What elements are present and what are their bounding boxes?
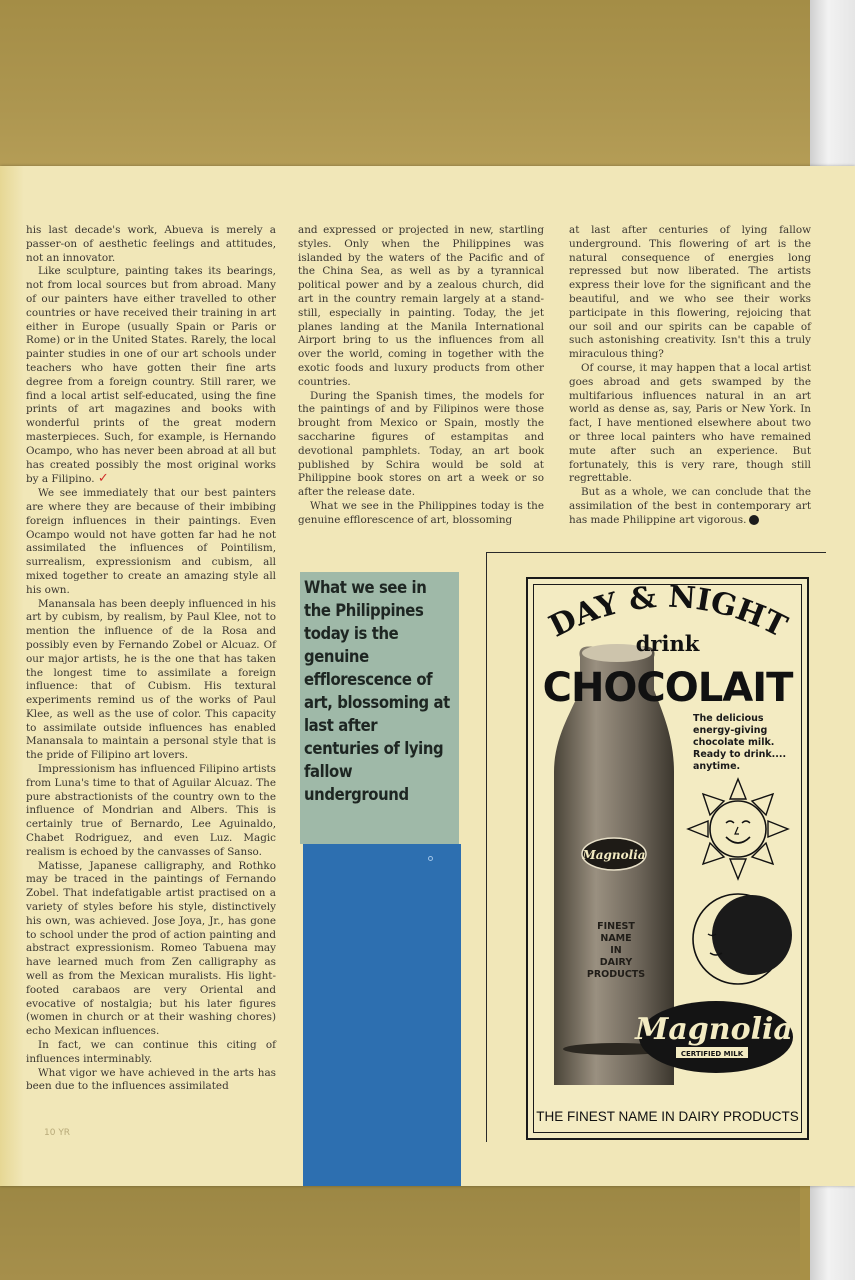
pull-quote-box bbox=[300, 572, 459, 844]
paragraph: and expressed or projected in new, startling styles. Only when the Philippines was islanded by the waters of the Pacific and of the China Sea, as well as by a tyrannical political power and by a zealous church, did art in the country remain largely at a stand-still, especially in painting. Today, the jet planes landing at the Manila International Airport bring to us the influences from all over the world, coming in together with the exotic foods and luxury products from other countries. bbox=[298, 224, 544, 388]
paragraph: Like sculpture, painting takes its bearings, not from local sources but from abroad. Many of our painters have either travelled to other countries or have received their training in art either in Europe (usually Spain or Paris or Rome) or in the United States. Rarely, the local painter studies in one of our art schools under teachers who have gotten their fine arts degree from a foreign country. Still rarer, we find a local artist self-educated, using the fine prints of art magazines and books with wonderful prints of the great modern masterpieces. Such, for example, is Hernando Ocampo, who has never been abroad at all but has created possibly the most original works by a Filipino. ✓ bbox=[26, 265, 276, 487]
article-column-1 bbox=[26, 224, 276, 1094]
end-mark-icon bbox=[749, 515, 759, 525]
paragraph: We see immediately that our best painters are where they are because of their imbibing foreign influences in their paintings. Even Ocampo would not have gotten far had he not assimilated the influences of Pointilism, surrealism, expressionism and cubism, all mixed together to create an amazing style all his own. bbox=[26, 487, 276, 596]
backing-board-bottom bbox=[0, 1183, 800, 1280]
svg-text:IN: IN bbox=[610, 945, 622, 956]
ad-rule bbox=[486, 552, 487, 1142]
milk-bottle-icon bbox=[554, 644, 679, 1138]
svg-text:DAIRY: DAIRY bbox=[599, 957, 633, 968]
paragraph: at last after centuries of lying fallow underground. This flowering of art is the natural consequence of energies long repressed but now liberated. The artists express their love for the significant and the beautiful, and we who see their works participate in this flowering, rejoicing that our soil and our spirits can be capable of such astonishing creativity. Isn't this a truly miraculous thing? bbox=[569, 224, 811, 361]
svg-text:Magnolia: Magnolia bbox=[582, 848, 646, 862]
newspaper-page bbox=[0, 166, 855, 1186]
svg-text:NAME: NAME bbox=[600, 933, 632, 944]
paragraph: Manansala has been deeply influenced in his art by cubism, by realism, by Paul Klee, not to mention the influence of de la Rosa and possibly even by Fernando Zobel or Alcuaz. Of our major artists, he is the one that has taken the longest time to assimilate a foreign influence: that of Cubism. His textural experiments remind us of the works of Paul Klee, as well as the use of color. This capacity to assimilate outside influences has enabled Manansala to maintain a personal style that is the pride of Filipino art lovers. bbox=[26, 597, 276, 762]
dot-mark bbox=[428, 856, 433, 861]
moon-icon bbox=[693, 894, 792, 984]
svg-text:CERTIFIED MILK: CERTIFIED MILK bbox=[680, 1050, 744, 1058]
paragraph: Impressionism has influenced Filipino artists from Luna's time to that of Aguilar Alcuaz. The pure abstractionists of the country own to the influence of Mondrian and Albers. This is certainly true of Bernardo, Lee Aguinaldo, Chabet Rodriguez, and even Luz. Magic realism is echoed by the canvasses of Sanso. bbox=[26, 763, 276, 858]
paragraph: Of course, it may happen that a local artist goes abroad and gets swamped by the multifarious influences natural in an art world as dense as, say, Paris or New York. In fact, I have mentioned elsewhere about two or three local painters who have remained mute after such an experience. But fortunately, this is very rare, though still regrettable. bbox=[569, 361, 811, 485]
chocolait-advertisement bbox=[526, 577, 809, 1140]
backing-board-top bbox=[0, 0, 812, 178]
ad-artwork bbox=[528, 579, 807, 1138]
sun-icon bbox=[688, 779, 788, 879]
blue-color-block bbox=[303, 844, 461, 1186]
ad-rule bbox=[486, 552, 826, 553]
check-mark-icon: ✓ bbox=[97, 471, 109, 487]
page-edge-shade bbox=[0, 166, 24, 1186]
paragraph: But as a whole, we can conclude that the assimilation of the best in contemporary art has made Philippine art vigorous. bbox=[569, 486, 811, 526]
paragraph: his last decade's work, Abueva is merely a passer-on of aesthetic feelings and attitudes, not an innovator. bbox=[26, 224, 276, 264]
paragraph: In fact, we can continue this citing of influences interminably. bbox=[26, 1039, 276, 1065]
margin-pencil-note: 10 YR bbox=[44, 1128, 71, 1138]
ad-description: The delicious energy-giving chocolate milk. Ready to drink.... anytime. bbox=[693, 713, 787, 772]
paragraph: Matisse, Japanese calligraphy, and Rothko may be traced in the paintings of Fernando Zobel. That indefatigable artist practised on a variety of styles before his style, distinctively his own, was achieved. Jose Joya, Jr., has gone to school under the prod of action painting and abstract expressionism. Romeo Tabuena may have learned much from Zen calligraphy as well as from the Mexican muralists. His light-footed carabaos are very Oriental and evocative of nostalgia; but his later figures (women in church or at their washing chores) echo Mexican influences. bbox=[26, 859, 276, 1038]
article-column-3 bbox=[569, 224, 811, 528]
ad-drink-label: drink bbox=[635, 631, 700, 656]
svg-text:Magnolia: Magnolia bbox=[635, 1012, 793, 1047]
ad-tagline: THE FINEST NAME IN DAIRY PRODUCTS bbox=[536, 1109, 799, 1124]
svg-text:PRODUCTS: PRODUCTS bbox=[586, 969, 646, 980]
pull-quote: What we see in the Philippines today is the genuine efflorescence of art, blossoming at last after centuries of lying fallow underground bbox=[304, 578, 450, 804]
ad-headline: DAY & NIGHT bbox=[543, 579, 793, 645]
paragraph: What we see in the Philippines today is the genuine efflorescence of art, blossoming bbox=[298, 499, 544, 526]
svg-text:FINEST: FINEST bbox=[597, 921, 635, 932]
article-column-2 bbox=[298, 224, 544, 528]
ad-product-name: CHOCOLAIT bbox=[542, 665, 793, 711]
paragraph: What vigor we have achieved in the arts has been due to the influences assimilated bbox=[26, 1066, 276, 1093]
paragraph: During the Spanish times, the models for the paintings of and by Filipinos were those brought from Mexico or Spain, mostly the saccharine figures of estampitas and devotional pamphlets. Today, an art book published by Schira would be sold at Philippine book stores on art a week or so after the release date. bbox=[298, 389, 544, 499]
